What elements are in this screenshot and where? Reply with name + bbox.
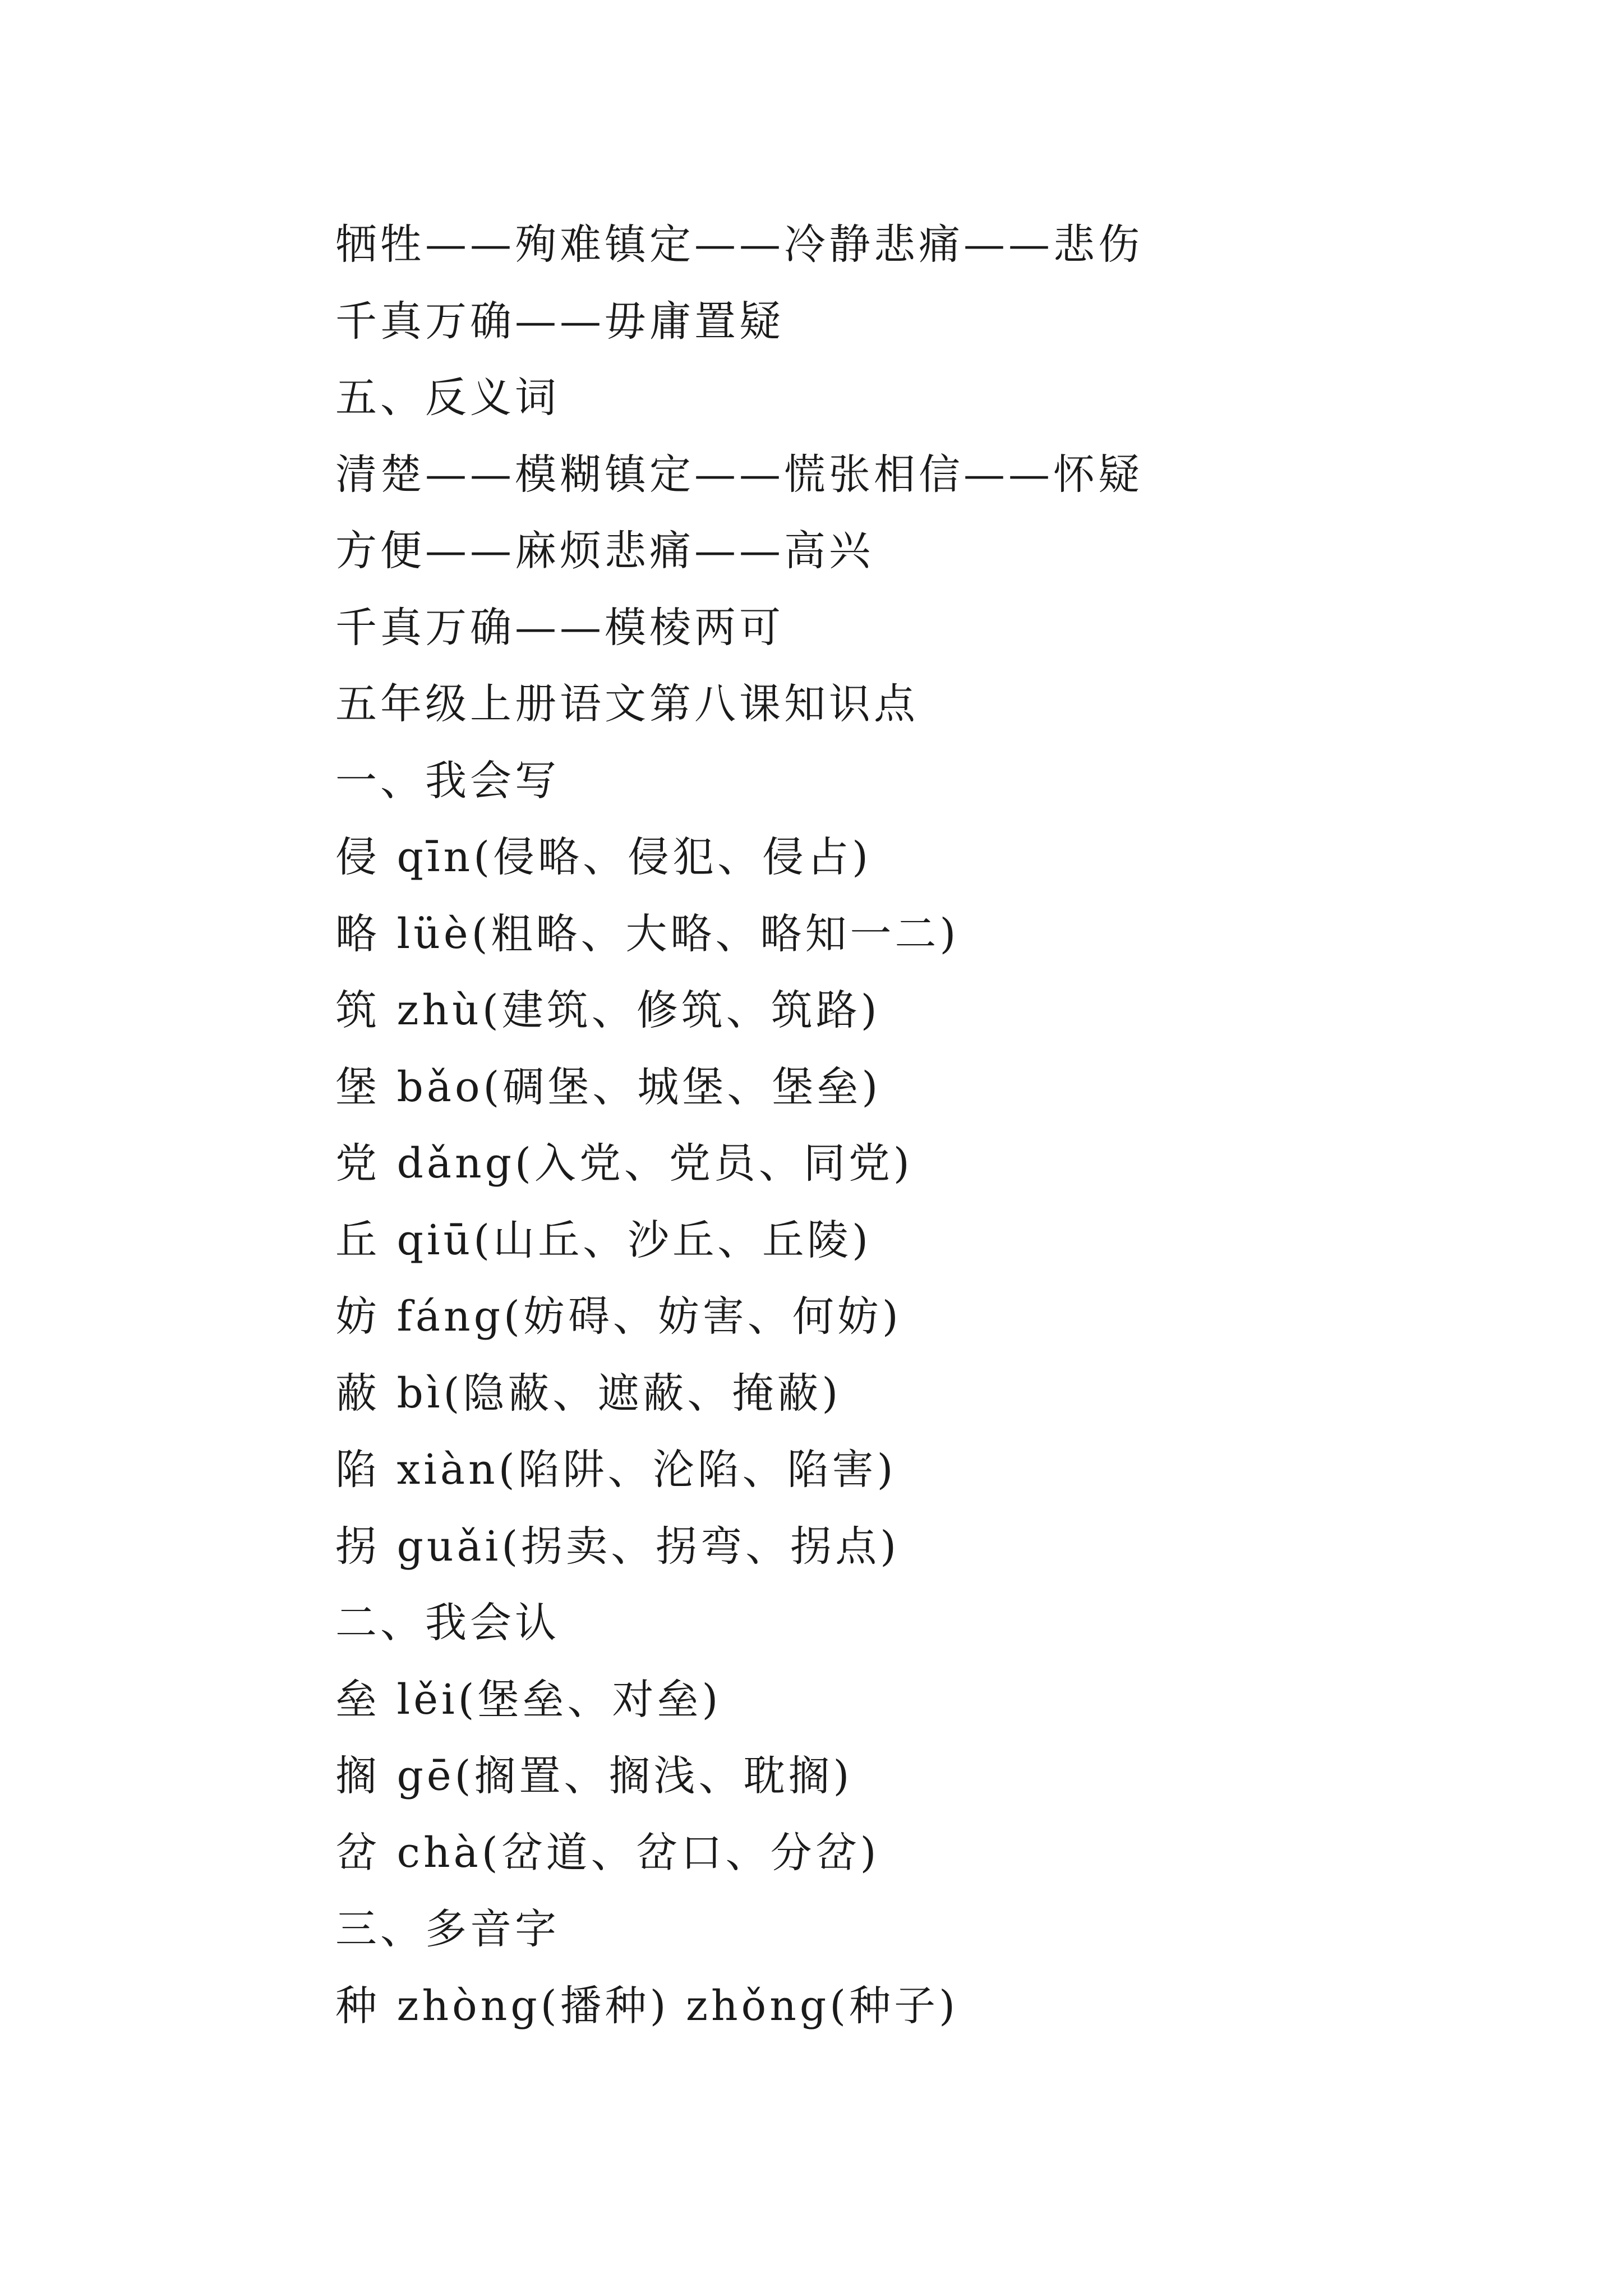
character-entry: 拐 guǎi(拐卖、拐弯、拐点) [335,1522,900,1571]
antonym-line: 千真万确——模棱两可 [335,603,784,652]
character-entry: 搁 gē(搁置、搁浅、耽搁) [335,1752,853,1800]
section-heading: 一、我会写 [335,756,560,805]
character-entry: 岔 chà(岔道、岔口、分岔) [335,1828,880,1877]
character-entry: 筑 zhù(建筑、修筑、筑路) [335,986,880,1034]
character-entry: 垒 lěi(堡垒、对垒) [335,1675,722,1724]
character-entry: 丘 qiū(山丘、沙丘、丘陵) [335,1216,872,1264]
character-entry: 蔽 bì(隐蔽、遮蔽、掩蔽) [335,1369,842,1418]
section-heading: 五、反义词 [335,374,560,422]
character-entry: 妨 fáng(妨碍、妨害、何妨) [335,1292,902,1341]
synonym-line: 千真万确——毋庸置疑 [335,297,784,346]
document-body [335,206,1513,2044]
character-entry: 堡 bǎo(碉堡、城堡、堡垒) [335,1062,882,1111]
polyphone-entry: 种 zhòng(播种) zhǒng(种子) [335,1981,958,2030]
character-entry: 略 lüè(粗略、大略、略知一二) [335,909,960,958]
synonym-line: 牺牲——殉难镇定——冷静悲痛——悲伤 [335,220,1143,269]
character-entry: 陷 xiàn(陷阱、沦陷、陷害) [335,1446,897,1494]
lesson-title: 五年级上册语文第八课知识点 [335,680,919,728]
section-heading: 二、我会认 [335,1599,560,1647]
antonym-line: 方便——麻烦悲痛——高兴 [335,527,874,575]
antonym-line: 清楚——模糊镇定——慌张相信——怀疑 [335,450,1143,499]
character-entry: 侵 qīn(侵略、侵犯、侵占) [335,833,872,881]
section-heading: 三、多音字 [335,1905,560,1953]
character-entry: 党 dǎng(入党、党员、同党) [335,1139,913,1188]
